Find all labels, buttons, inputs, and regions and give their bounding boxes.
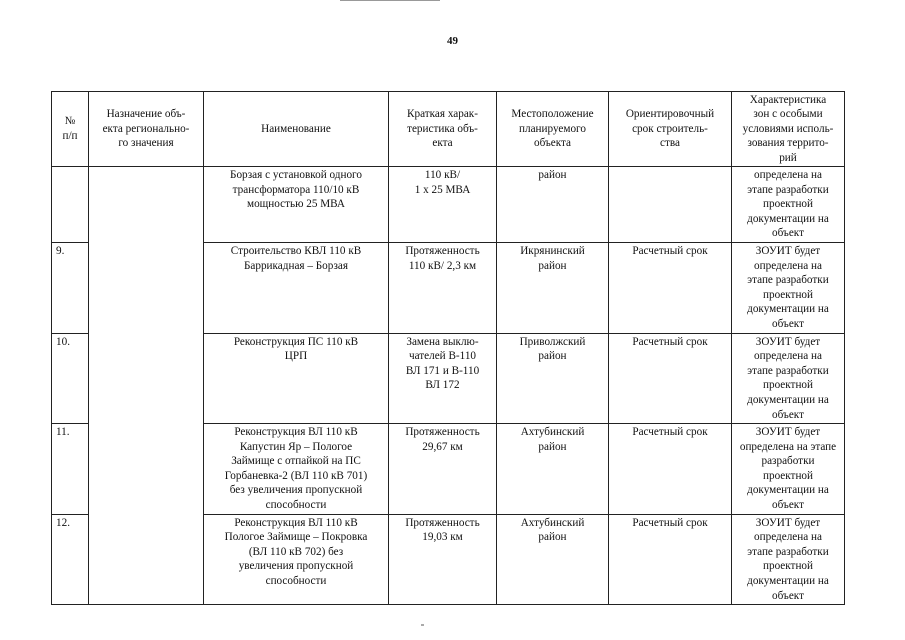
construction-term xyxy=(609,167,732,243)
object-location: Ахтубинский район xyxy=(497,424,609,515)
header-number: № п/п xyxy=(52,92,89,167)
object-characteristic: Замена выклю- чателей В-110 ВЛ 171 и В-110 ВЛ 172 xyxy=(389,333,497,424)
construction-term: Расчетный срок xyxy=(609,424,732,515)
construction-term: Расчетный срок xyxy=(609,333,732,424)
header-location: Местоположение планируемого объекта xyxy=(497,92,609,167)
zones-characteristic: ЗОУИТ будет определена на этапе разработки проектной документации на объект xyxy=(732,333,845,424)
object-name: Реконструкция ВЛ 110 кВ Пологое Займище – Покровка (ВЛ 110 кВ 702) без увеличения пропускной способности xyxy=(204,514,389,605)
object-name: Борзая с установкой одного трансформатора 110/10 кВ мощностью 25 МВА xyxy=(204,167,389,243)
object-location: район xyxy=(497,167,609,243)
zones-characteristic: ЗОУИТ будет определена на этапе разработки проектной документации на объект xyxy=(732,242,845,333)
purpose-cell xyxy=(89,167,204,605)
construction-term: Расчетный срок xyxy=(609,242,732,333)
object-name: Реконструкция ВЛ 110 кВ Капустин Яр – Пологое Займище с отпайкой на ПС Горбаневка-2 (ВЛ 110 кВ 701) без увеличения пропускной способности xyxy=(204,424,389,515)
row-number: 12. xyxy=(52,514,89,605)
page-number: 49 xyxy=(447,35,458,47)
row-number xyxy=(52,167,89,243)
table-row xyxy=(52,167,845,243)
header-term: Ориентировочный срок строитель- ства xyxy=(609,92,732,167)
scan-artifact xyxy=(421,624,424,626)
top-scan-line xyxy=(340,0,440,1)
construction-term: Расчетный срок xyxy=(609,514,732,605)
object-location: Икрянинский район xyxy=(497,242,609,333)
object-characteristic: 110 кВ/ 1 х 25 МВА xyxy=(389,167,497,243)
zones-characteristic: определена на этапе разработки проектной документации на объект xyxy=(732,167,845,243)
object-name: Реконструкция ПС 110 кВ ЦРП xyxy=(204,333,389,424)
objects-table xyxy=(51,91,845,605)
table-header-row xyxy=(52,92,845,167)
object-characteristic: Протяженность 110 кВ/ 2,3 км xyxy=(389,242,497,333)
object-characteristic: Протяженность 19,03 км xyxy=(389,514,497,605)
header-name: Наименование xyxy=(204,92,389,167)
object-characteristic: Протяженность 29,67 км xyxy=(389,424,497,515)
row-number: 9. xyxy=(52,242,89,333)
object-location: Ахтубинский район xyxy=(497,514,609,605)
zones-characteristic: ЗОУИТ будет определена на этапе разработки проектной документации на объект xyxy=(732,424,845,515)
header-purpose: Назначение объ- екта регионально- го значения xyxy=(89,92,204,167)
header-zones: Характеристика зон с особыми условиями исполь- зования террито- рий xyxy=(732,92,845,167)
row-number: 11. xyxy=(52,424,89,515)
object-location: Приволжский район xyxy=(497,333,609,424)
zones-characteristic: ЗОУИТ будет определена на этапе разработки проектной документации на объект xyxy=(732,514,845,605)
header-characteristic: Краткая харак- теристика объ- екта xyxy=(389,92,497,167)
row-number: 10. xyxy=(52,333,89,424)
object-name: Строительство КВЛ 110 кВ Баррикадная – Борзая xyxy=(204,242,389,333)
